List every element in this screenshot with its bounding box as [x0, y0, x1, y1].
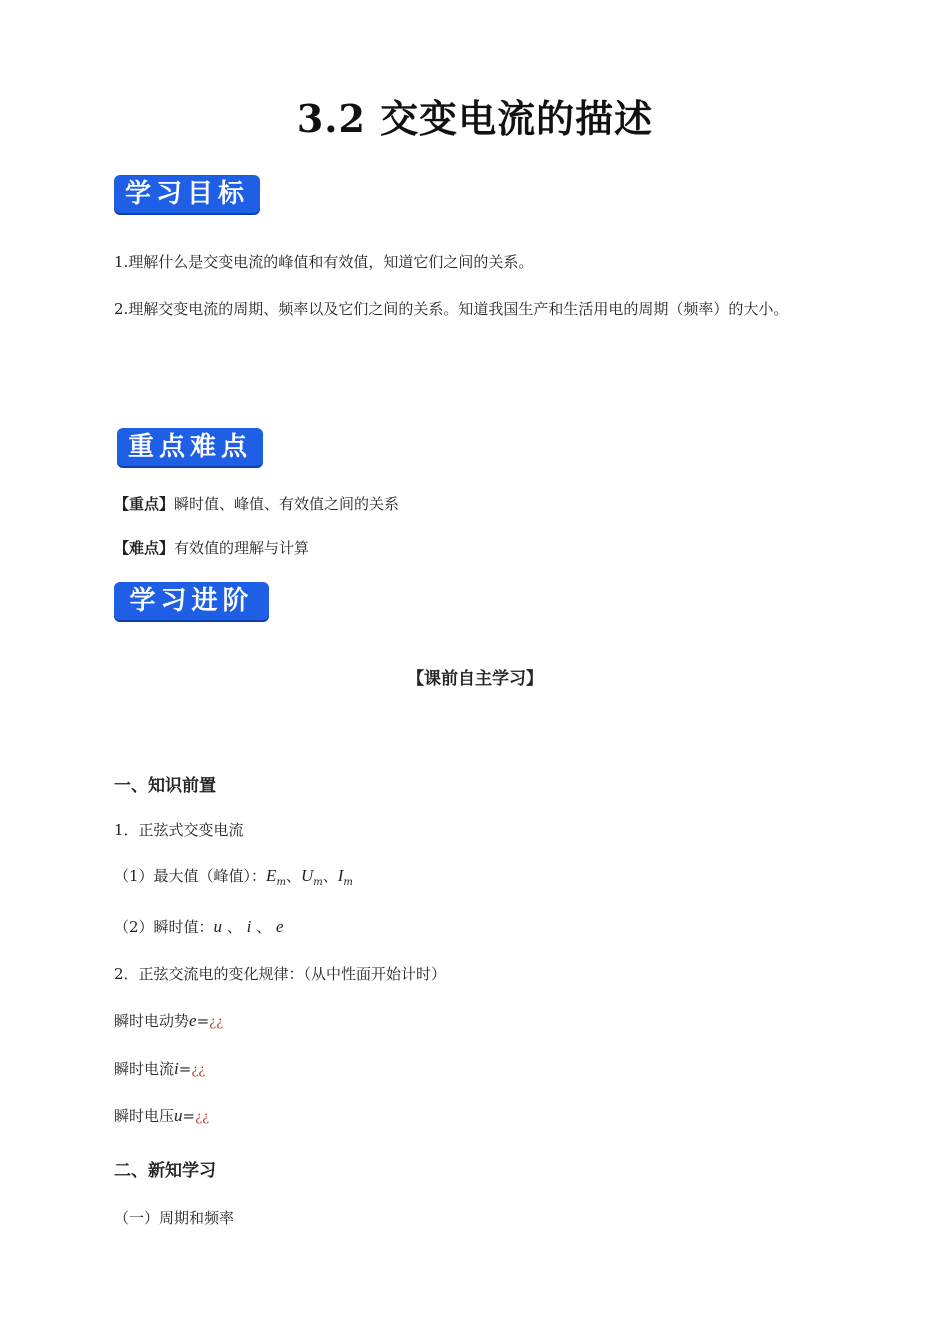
- item-variation-law: 2．正弦交流电的变化规律：（从中性面开始计时）: [114, 965, 447, 983]
- sym-u: u: [174, 1106, 183, 1125]
- instant-value-line: [114, 917, 283, 937]
- sep: 、: [285, 867, 301, 885]
- sym-U: U: [300, 866, 314, 885]
- key-point-line: [114, 494, 399, 514]
- sub-period-frequency: （一）周期和频率: [114, 1209, 235, 1227]
- badge-advance: 学习进阶: [114, 582, 269, 620]
- goal-item-2: 2.理解交变电流的周期、频率以及它们之间的关系。知道我国生产和生活用电的周期（频率）的大小。: [114, 300, 789, 318]
- sym-u: u: [213, 917, 223, 936]
- heading-prior-knowledge: 一、知识前置: [114, 776, 216, 796]
- heading-new-knowledge: 二、新知学习: [114, 1161, 216, 1181]
- emf-line: [114, 1011, 223, 1033]
- sub-m: m: [276, 877, 286, 888]
- equals: =: [178, 1060, 192, 1078]
- sep: 、: [222, 918, 242, 936]
- sep: 、: [251, 918, 272, 936]
- sep: 、: [322, 867, 338, 885]
- sym-e: e: [275, 917, 284, 936]
- emf-label: 瞬时电动势: [114, 1012, 190, 1030]
- hard-point-line: [114, 538, 309, 558]
- sub-m: m: [343, 877, 353, 888]
- max-value-line: [114, 866, 353, 893]
- max-label: （1）最大值（峰值）：: [114, 867, 267, 885]
- inst-label: （2）瞬时值：: [114, 918, 214, 936]
- equals: =: [196, 1012, 210, 1030]
- voltage-line: [114, 1106, 209, 1128]
- sym-E: E: [266, 866, 277, 885]
- badge-learning-goals: 学习目标: [114, 175, 260, 213]
- goal-item-1: 1.理解什么是交变电流的峰值和有效值，知道它们之间的关系。: [114, 253, 534, 271]
- item-sinusoidal: 1．正弦式交变电流: [114, 821, 244, 839]
- current-label: 瞬时电流: [114, 1060, 175, 1078]
- current-line: [114, 1059, 205, 1081]
- key-text: 瞬时值、峰值、有效值之间的关系: [174, 495, 400, 513]
- broken-formula-glyph: ¿¿: [209, 1015, 224, 1030]
- sym-e: e: [189, 1011, 197, 1030]
- sym-i: i: [246, 917, 252, 936]
- sub-m: m: [313, 877, 323, 888]
- broken-formula-glyph: ¿¿: [195, 1110, 210, 1125]
- section-pre-class: 【课前自主学习】: [407, 669, 543, 689]
- equals: =: [182, 1107, 196, 1125]
- broken-formula-glyph: ¿¿: [191, 1063, 206, 1078]
- hard-label: 【难点】: [114, 539, 175, 557]
- voltage-label: 瞬时电压: [114, 1107, 175, 1125]
- hard-text: 有效值的理解与计算: [174, 539, 310, 557]
- sym-I: I: [337, 866, 344, 885]
- badge-key-points: 重点难点: [117, 428, 263, 466]
- sym-i: i: [174, 1059, 179, 1078]
- page-title: 3.2 交变电流的描述: [296, 96, 654, 141]
- key-label: 【重点】: [114, 495, 175, 513]
